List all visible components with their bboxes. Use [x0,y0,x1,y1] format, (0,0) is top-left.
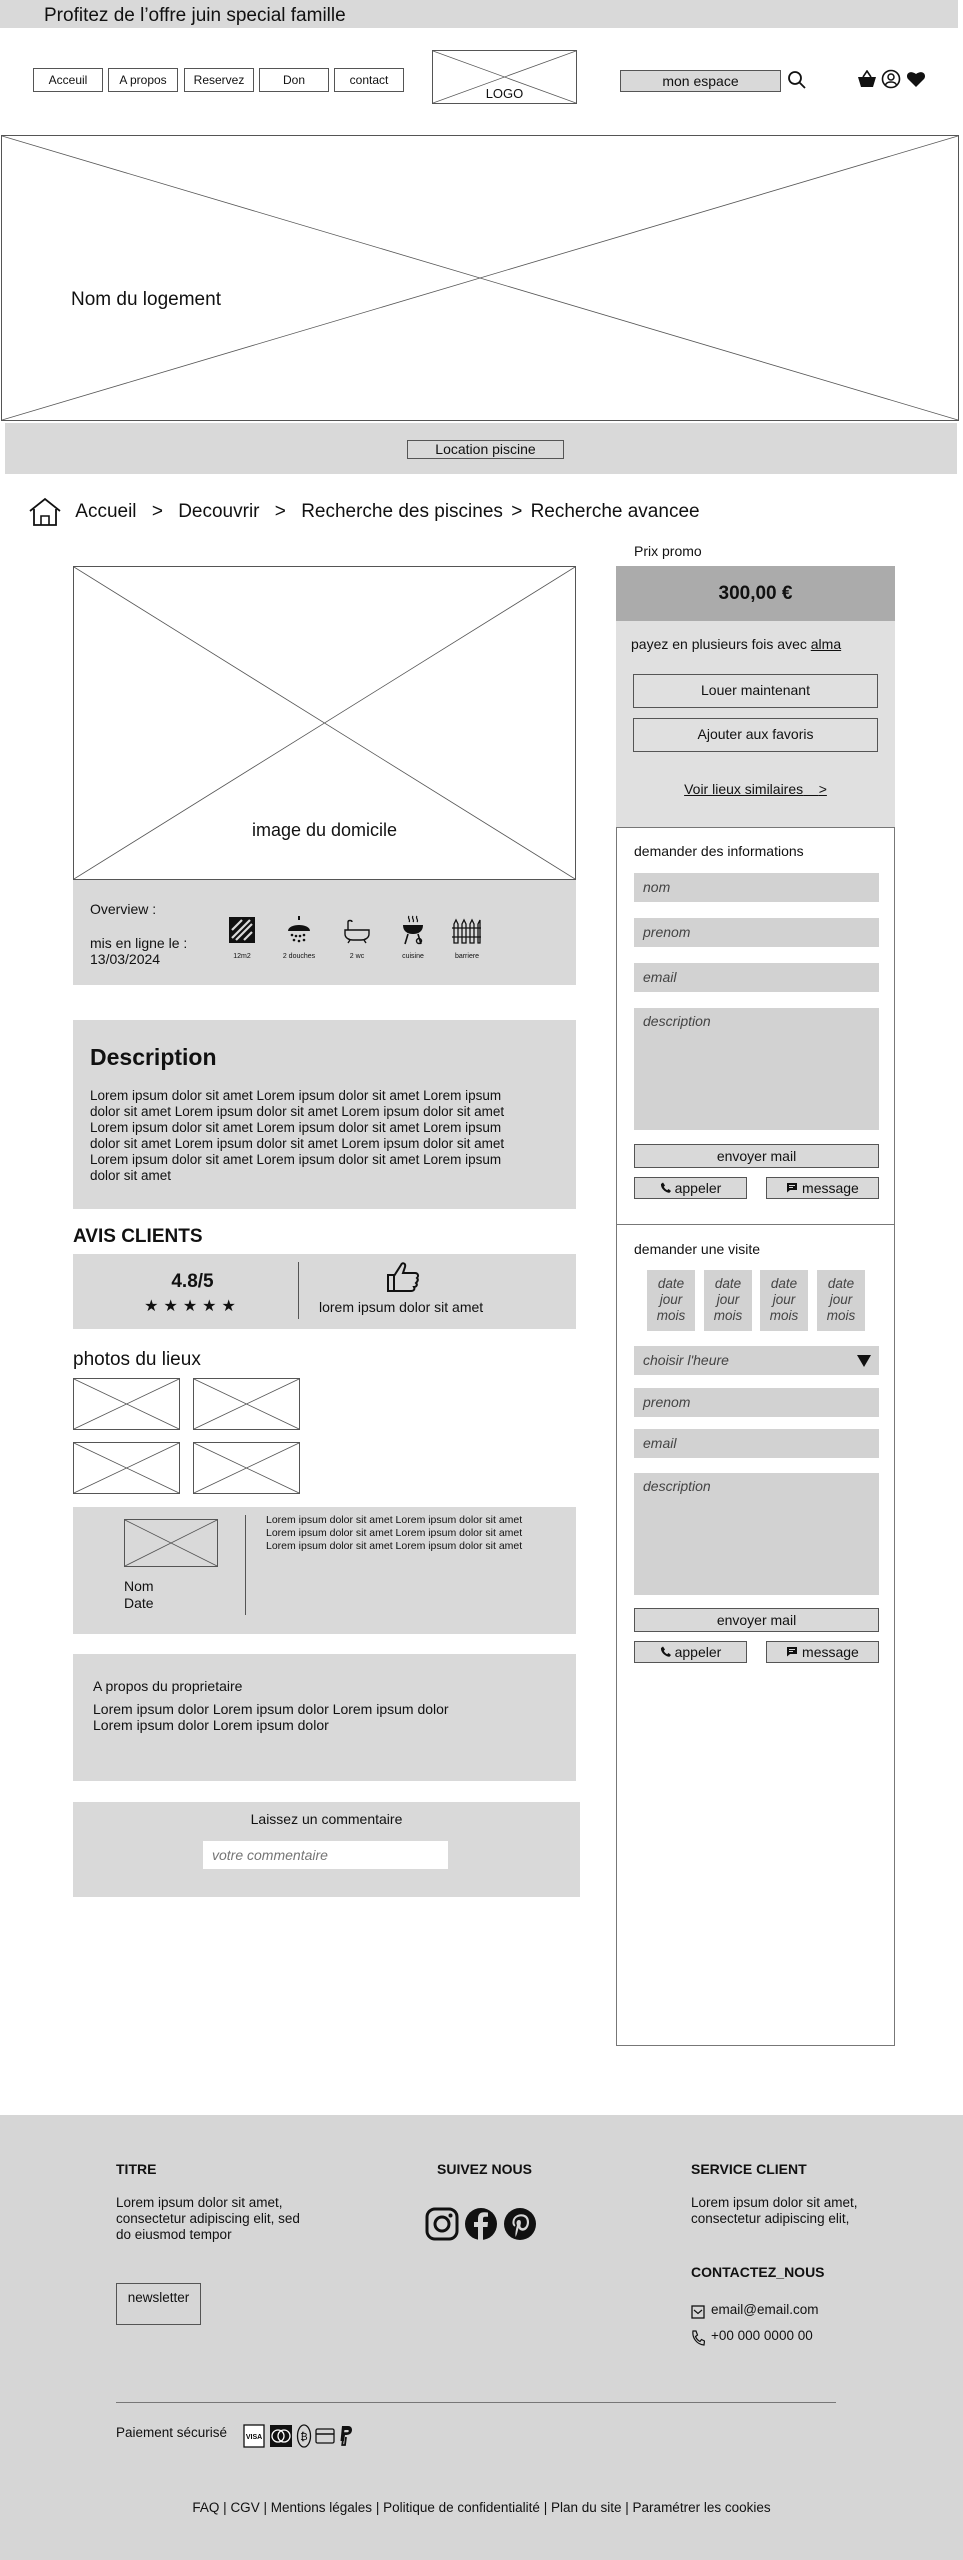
date-option[interactable]: date jour mois [647,1270,695,1331]
footer-divider [116,2402,836,2403]
service-text: Lorem ipsum dolor sit amet, consectetur adipiscing elit, [691,2195,858,2226]
surface-icon [228,916,256,944]
thumbs-up-icon [386,1261,420,1293]
hero-title: Nom du logement [71,289,221,310]
date-option[interactable]: date jour mois [704,1270,752,1331]
footer-link-privacy[interactable]: Politique de confidentialité [383,2500,540,2515]
owner-panel [73,1654,576,1781]
message-icon [786,1182,798,1193]
bathtub-icon [343,918,371,944]
firstname-field[interactable]: prenom [634,918,879,947]
alma-link[interactable]: alma [810,636,842,652]
user-icon[interactable] [881,69,901,89]
breadcrumb-home[interactable]: Accueil [75,501,137,522]
date-option[interactable]: date jour mois [817,1270,865,1331]
account-button[interactable]: mon espace [620,70,781,92]
email-field[interactable]: email [634,1429,879,1458]
breadcrumb-separator: > [151,501,163,522]
home-icon[interactable] [28,497,62,527]
photo-thumbnail[interactable] [73,1442,180,1494]
add-favorite-button[interactable]: Ajouter aux favoris [633,718,878,752]
feature-label: cuisine [402,953,424,960]
svg-text:VISA: VISA [245,2434,263,2441]
review-comment: lorem ipsum dolor sit amet [319,1299,484,1315]
price-value: 300,00 € [718,583,793,604]
call-button[interactable]: appeler [634,1177,747,1199]
breadcrumb-separator: > [511,501,523,522]
message-button[interactable]: message [766,1177,879,1199]
heart-icon[interactable] [906,70,926,88]
footer-links: FAQ | CGV | Mentions légales | Politique de confidentialité | Plan du site | Paramétrer les cookies [192,2500,771,2515]
photo-thumbnail[interactable] [193,1442,300,1494]
search-icon[interactable] [787,70,807,90]
breadcrumb-item[interactable]: Decouvrir [178,501,260,522]
reviews-title: AVIS CLIENTS [73,1226,203,1247]
send-mail-button[interactable]: envoyer mail [634,1144,879,1168]
chevron-down-icon [857,1355,871,1367]
owner-title: A propos du proprietaire [93,1678,243,1694]
online-label: mis en ligne le : [90,935,188,951]
send-mail-button[interactable]: envoyer mail [634,1608,879,1632]
name-field[interactable]: nom [634,873,879,902]
time-select[interactable]: choisir l'heure [634,1346,879,1375]
logo-text: LOGO [485,86,524,101]
nav-item-reservez[interactable]: Reservez [184,68,254,92]
breadcrumb-item[interactable]: Recherche des piscines [301,501,503,522]
online-date: 13/03/2024 [90,951,161,967]
review-score: 4.8/5 [171,1271,214,1292]
footer-col1-text: Lorem ipsum dolor sit amet, consectetur adipiscing elit, sed do eiusmod tempor [116,2195,300,2242]
overview-panel [73,880,576,985]
testimonial-date: Date [124,1595,154,1611]
mastercard-icon [269,2424,293,2448]
description-field[interactable]: description [634,1008,879,1130]
feature-label: 12m2 [233,953,251,960]
feature-label: 2 douches [282,953,316,960]
phone-icon [660,1182,671,1193]
contact-title: CONTACTEZ_NOUS [691,2264,825,2280]
feature-label: 2 wc [349,953,365,960]
main-image[interactable] [73,566,576,880]
nav-item-don[interactable]: Don [259,68,329,92]
reviews-panel [73,1254,576,1329]
footer-col1-title: TITRE [116,2161,157,2177]
phone-icon [691,2330,705,2346]
owner-text: Lorem ipsum dolor Lorem ipsum dolor Lorem ipsum dolor Lorem ipsum dolor Lorem ipsum dolor [93,1701,449,1733]
shower-icon [286,915,312,945]
description-field[interactable]: description [634,1473,879,1595]
description-text: Lorem ipsum dolor sit amet Lorem ipsum dolor sit amet Lorem ipsum dolor sit amet Lorem ipsum dolor sit amet Lorem ipsum dolor sit amet Lorem ipsum dolor sit amet Lorem ipsum dolor sit amet Lorem ipsum dolor sit amet Lorem ipsum dolor sit amet Lorem ipsum dolor sit amet Lorem ipsum dolor sit amet Lorem ipsum dolor sit amet Lorem ipsum dolor sit amet [90,1088,505,1183]
message-icon [786,1646,798,1657]
nav-item-apropos[interactable]: A propos [108,68,178,92]
nav-item-contact[interactable]: contact [334,68,404,92]
facebook-icon[interactable] [464,2207,498,2241]
comment-input[interactable] [203,1841,448,1869]
testimonial-avatar [124,1519,218,1567]
visit-form-title: demander une visite [634,1241,761,1257]
footer-phone[interactable]: +00 000 0000 00 [711,2328,813,2343]
paypal-icon [338,2424,354,2448]
visa-icon [243,2424,265,2448]
basket-icon[interactable] [857,70,877,88]
service-title: SERVICE CLIENT [691,2161,807,2177]
contact-forms-panel [616,827,895,2046]
breadcrumb-item[interactable]: Recherche avancee [530,501,700,522]
testimonial-text: Lorem ipsum dolor sit amet Lorem ipsum dolor sit amet Lorem ipsum dolor sit amet Lorem ipsum dolor sit amet Lorem ipsum dolor sit amet Lorem ipsum dolor sit amet [266,1514,523,1552]
barbecue-icon [400,915,426,945]
review-stars: ★★★★★ [144,1298,241,1315]
breadcrumb-separator: > [274,501,286,522]
svg-text:₿: ₿ [300,2432,308,2443]
mail-icon [691,2305,705,2319]
form-divider [617,1224,894,1225]
pinterest-icon[interactable] [503,2207,537,2241]
description-panel [73,1020,576,1209]
testimonial-divider [245,1515,246,1615]
date-option[interactable]: date jour mois [760,1270,808,1331]
call-button[interactable]: appeler [634,1641,747,1663]
footer-link-sitemap[interactable]: Plan du site [550,2500,622,2515]
email-field[interactable]: email [634,963,879,992]
comment-title: Laissez un commentaire [250,1811,403,1827]
photos-title: photos du lieux [73,1349,201,1370]
firstname-field[interactable]: prenom [634,1388,879,1417]
review-divider [298,1262,299,1319]
social-title: SUIVEZ NOUS [437,2161,532,2177]
price-box [616,566,895,621]
photo-thumbnail[interactable] [193,1378,300,1430]
price-label: Prix promo [634,543,702,559]
newsletter-button[interactable]: newsletter [116,2283,201,2325]
footer-link-cgv[interactable]: CGV [230,2500,260,2515]
instagram-icon[interactable] [425,2207,459,2241]
footer-link-cookies[interactable]: Paramétrer les cookies [632,2500,771,2515]
hero-tag: Location piscine [407,440,564,459]
hero-tag-bar [5,423,957,474]
hero-banner [1,135,959,421]
booking-panel [616,621,895,827]
overview-label: Overview : [90,901,157,917]
photo-thumbnail[interactable] [73,1378,180,1430]
fence-icon [451,918,481,944]
payment-label: Paiement sécurisé [116,2425,228,2440]
logo[interactable] [432,50,577,104]
phone-icon [660,1646,671,1657]
feature-label: barriere [454,953,480,960]
promo-bar [0,0,958,28]
message-button[interactable]: message [766,1641,879,1663]
footer-link-legal[interactable]: Mentions légales [270,2500,373,2515]
rent-now-button[interactable]: Louer maintenant [633,674,878,708]
image-caption: image du domicile [251,820,398,840]
info-form-title: demander des informations [634,843,804,859]
description-title: Description [90,1044,217,1070]
comment-panel [73,1802,580,1897]
similar-places-link[interactable]: Voir lieux similaires > [684,781,827,797]
testimonial-name: Nom [124,1578,154,1594]
footer [0,2115,963,2560]
nav-item-acceuil[interactable]: Acceuil [33,68,103,92]
promo-text: Profitez de l’offre juin special famille [44,5,346,26]
footer-link-faq[interactable]: FAQ [192,2500,220,2515]
card-icon [315,2426,335,2446]
breadcrumb [28,497,700,529]
bitcoin-icon [296,2424,312,2448]
testimonial-panel [73,1507,576,1634]
installments-text: payez en plusieurs fois avec alma [631,636,842,652]
footer-email[interactable]: email@email.com [711,2302,819,2317]
